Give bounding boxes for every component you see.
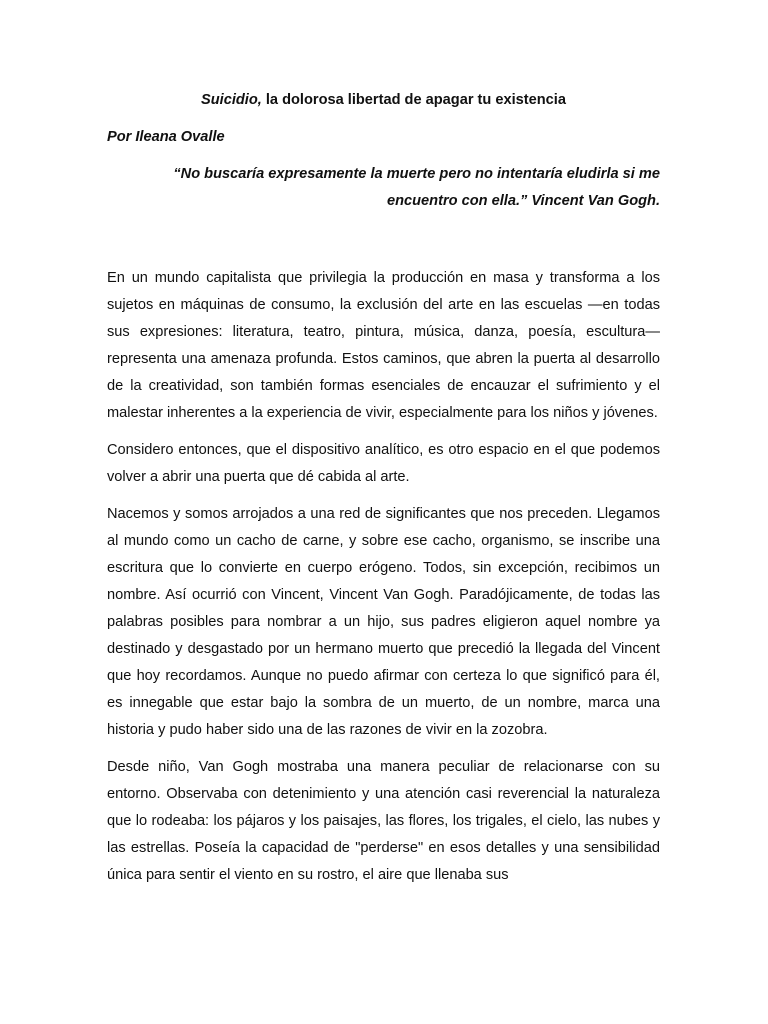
- body-paragraph: Considero entonces, que el dispositivo analítico, es otro espacio en el que podemos volver a abrir una puerta que dé cabida al arte.: [107, 442, 660, 485]
- body-paragraph: Desde niño, Van Gogh mostraba una manera peculiar de relacionarse con su entorno. Observaba con detenimiento y una atención casi reverencial la naturaleza que lo rodeaba: los pájaros y los paisajes, las flores, los trigales, el cielo, las nubes y las estrellas. Poseía la capacidad de "perderse" en esos detalles y una sensibilidad única para sentir el viento en su rostro, el aire que llenaba sus: [107, 759, 660, 883]
- title-rest: la dolorosa libertad de apagar tu existencia: [261, 92, 566, 108]
- epigraph-quote: “No buscaría expresamente la muerte pero no intentaría eludirla si me encuentro con ella.” Vincent Van Gogh.: [173, 166, 660, 209]
- title-italic-word: Suicidio,: [201, 92, 262, 108]
- document-page: [107, 88, 660, 899]
- author-byline: Por Ileana Ovalle: [107, 129, 225, 145]
- article-title: [107, 88, 660, 112]
- body-paragraph: Nacemos y somos arrojados a una red de significantes que nos preceden. Llegamos al mundo como un cacho de carne, y sobre ese cacho, organismo, se inscribe una escritura que lo convierte en cuerpo erógeno. Todos, sin excepción, recibimos un nombre. Así ocurrió con Vincent, Vincent Van Gogh. Paradójicamente, de todas las palabras posibles para nombrar a un hijo, sus padres eligieron aquel nombre ya destinado y desgastado por un hermano muerto que precedió la llegada del Vincent que hoy recordamos. Aunque no puedo afirmar con certeza lo que significó para él, es innegable que estar bajo la sombra de un muerto, de un nombre, marca una historia y pudo haber sido una de las razones de vivir en la zozobra.: [107, 506, 660, 738]
- body-paragraph: En un mundo capitalista que privilegia la producción en masa y transforma a los sujetos en máquinas de consumo, la exclusión del arte en las escuelas —en todas sus expresiones: literatura, teatro, pintura, música, danza, poesía, escultura— representa una amenaza profunda. Estos caminos, que abren la puerta al desarrollo de la creatividad, son también formas esenciales de encauzar el sufrimiento y el malestar inherentes a la experiencia de vivir, especialmente para los niños y jóvenes.: [107, 270, 660, 421]
